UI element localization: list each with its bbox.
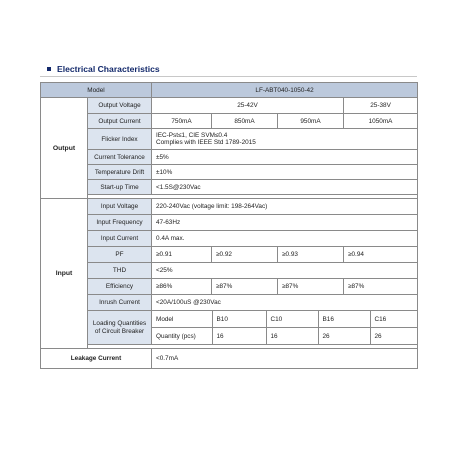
input-current-value: 0.4A max. bbox=[152, 231, 418, 247]
pf-value: ≥0.94 bbox=[344, 247, 418, 263]
output-voltage-b: 25-38V bbox=[344, 98, 418, 114]
model-label: Model bbox=[41, 83, 152, 98]
output-current-value: 850mA bbox=[212, 114, 278, 129]
output-section-label: Output bbox=[41, 98, 88, 199]
thd-value: <25% bbox=[152, 263, 418, 279]
efficiency-value: ≥87% bbox=[344, 279, 418, 295]
startup-time-label: Start-up Time bbox=[88, 180, 152, 195]
output-voltage-a: 25-42V bbox=[152, 98, 344, 114]
temperature-drift-label: Temperature Drift bbox=[88, 165, 152, 180]
efficiency-value: ≥86% bbox=[152, 279, 212, 295]
input-voltage-label: Input Voltage bbox=[88, 199, 152, 215]
flicker-index-line1: IEC-Pst≤1, CIE SVM≤0.4 bbox=[156, 131, 228, 139]
loading-quantities-label bbox=[88, 311, 152, 345]
thd-label: THD bbox=[88, 263, 152, 279]
temperature-drift-value: ±10% bbox=[152, 165, 418, 180]
breaker-header-cell: C10 bbox=[266, 311, 318, 328]
output-current-value: 1050mA bbox=[344, 114, 418, 129]
current-tolerance-label: Current Tolerance bbox=[88, 150, 152, 165]
section-heading bbox=[47, 64, 160, 74]
electrical-characteristics-table bbox=[40, 82, 418, 369]
section-heading-text: Electrical Characteristics bbox=[57, 64, 160, 74]
leakage-current-value: <0.7mA bbox=[152, 349, 418, 369]
inrush-current-value: <20A/100uS @230Vac bbox=[152, 295, 418, 311]
loading-label-line2: of Circuit Breaker bbox=[94, 327, 145, 335]
efficiency-value: ≥87% bbox=[278, 279, 344, 295]
flicker-index-label: Flicker Index bbox=[88, 129, 152, 150]
breaker-quantity-cell: 26 bbox=[374, 332, 382, 340]
pf-value: ≥0.93 bbox=[278, 247, 344, 263]
efficiency-label: Efficiency bbox=[88, 279, 152, 295]
loading-label-line1: Loading Quantities bbox=[92, 320, 147, 327]
model-value: LF-ABT040-1050-42 bbox=[152, 83, 418, 98]
breaker-header-cell: Model bbox=[152, 311, 212, 328]
flicker-index-line2: Complies with IEEE Std 1789-2015 bbox=[156, 139, 256, 146]
pf-label: PF bbox=[88, 247, 152, 263]
circuit-breaker-table bbox=[152, 311, 418, 344]
output-voltage-label: Output Voltage bbox=[88, 98, 152, 114]
breaker-header-cell: B10 bbox=[212, 311, 266, 328]
pf-value: ≥0.92 bbox=[212, 247, 278, 263]
input-voltage-value: 220-240Vac (voltage limit: 198-264Vac) bbox=[152, 199, 418, 215]
startup-time-value: <1.5S@230Vac bbox=[152, 180, 418, 195]
output-current-value: 950mA bbox=[278, 114, 344, 129]
leakage-current-label: Leakage Current bbox=[41, 349, 152, 369]
loading-quantities-grid bbox=[152, 311, 418, 345]
input-frequency-label: Input Frequency bbox=[88, 215, 152, 231]
current-tolerance-value: ±5% bbox=[152, 150, 418, 165]
breaker-quantity-cell: 26 bbox=[318, 328, 370, 345]
inrush-current-label: Inrush Current bbox=[88, 295, 152, 311]
input-frequency-value: 47-63Hz bbox=[152, 215, 418, 231]
flicker-index-value bbox=[152, 129, 418, 150]
pf-value: ≥0.91 bbox=[152, 247, 212, 263]
breaker-header-cell: C16 bbox=[370, 311, 418, 328]
input-current-label: Input Current bbox=[88, 231, 152, 247]
heading-divider bbox=[40, 76, 417, 77]
efficiency-value: ≥87% bbox=[212, 279, 278, 295]
output-current-label: Output Current bbox=[88, 114, 152, 129]
bullet-square-icon bbox=[47, 67, 51, 71]
output-current-value: 750mA bbox=[152, 114, 212, 129]
breaker-quantity-cell: 16 bbox=[266, 328, 318, 345]
breaker-quantity-cell: Quantity (pcs) bbox=[152, 328, 212, 345]
breaker-quantity-cell: 16 bbox=[212, 328, 266, 345]
breaker-header-cell: B16 bbox=[318, 311, 370, 328]
input-section-label: Input bbox=[41, 199, 88, 349]
